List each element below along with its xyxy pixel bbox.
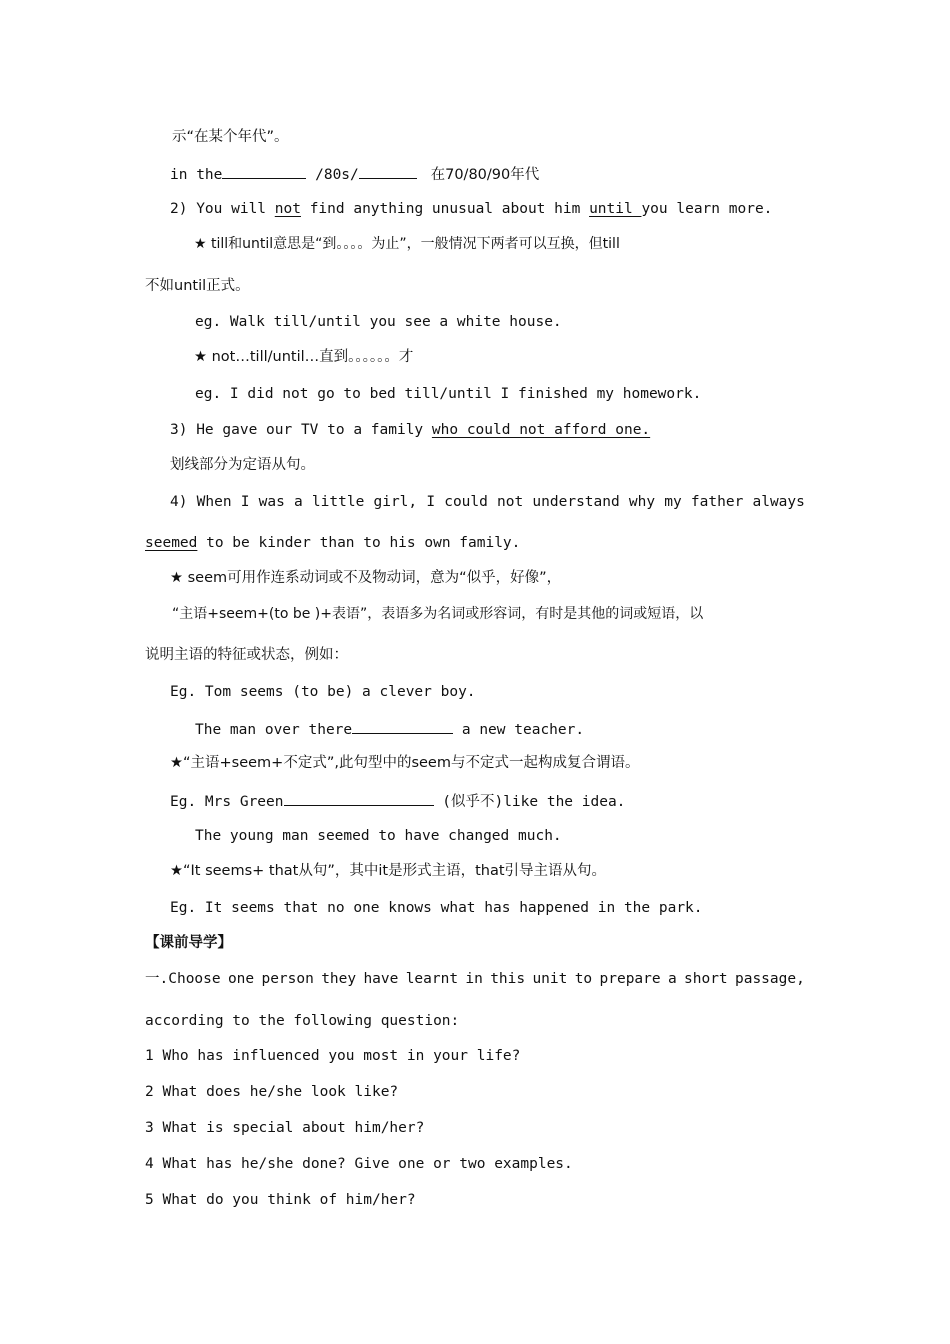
underlined-text: who could not afford one. (431, 422, 651, 438)
text-segment: /80s/ (306, 167, 359, 183)
question-item: 4 What has he/she done? Give one or two examples. (145, 1156, 573, 1172)
word: have (363, 971, 399, 987)
underlined-text: not (274, 201, 301, 217)
word: not (497, 494, 524, 510)
note-it-seems: ★“It seems+ that从句”，其中it是形式主语，that引导主语从句。 (170, 863, 607, 879)
word: learnt (405, 971, 459, 987)
fill-blank (222, 166, 306, 179)
fill-blank (284, 793, 434, 806)
word: When (196, 494, 232, 510)
word: in (465, 971, 483, 987)
example-line (170, 793, 625, 810)
word: 4) (170, 494, 188, 510)
note-seem: ★ seem可用作连系动词或不及物动词，意为“似乎，好像”， (170, 570, 562, 586)
text-segment: The man over there (195, 722, 353, 738)
word: father (690, 494, 744, 510)
word: I (426, 494, 436, 510)
text-line: “主语+seem+(to be )+表语”，表语多为名词或形容词，有时是其他的词或短语，以 (172, 606, 704, 622)
text-segment: (似乎不)like the idea. (433, 794, 626, 810)
text-segment: to be kinder than to his own family. (197, 535, 521, 551)
note-seem-infinitive: ★“主语+seem+不定式”,此句型中的seem与不定式一起构成复合谓语。 (170, 755, 640, 771)
text-segment: 3) He gave our TV to a family (170, 422, 432, 438)
question-item: 5 What do you think of him/her? (145, 1192, 416, 1208)
word: this (490, 971, 526, 987)
word: understand (532, 494, 620, 510)
text-segment: 2) You will (170, 201, 275, 217)
word: girl, (373, 494, 418, 510)
text-line (145, 536, 520, 551)
word: unit (532, 971, 568, 987)
example-sentence-4 (170, 495, 805, 510)
example-sentence-2 (170, 202, 772, 217)
example-line: Eg. It seems that no one knows what has happened in the park. (170, 900, 703, 916)
text-line-decades (170, 166, 539, 183)
text-segment: in the (170, 167, 223, 183)
text-segment: find anything unusual about him (300, 201, 590, 217)
text-line: 说明主语的特征或状态，例如： (145, 647, 348, 663)
word: was (258, 494, 285, 510)
text-line: 不如until正式。 (145, 278, 250, 294)
example-sentence-3 (170, 423, 650, 438)
fill-blank (359, 166, 417, 179)
word: passage, (734, 971, 805, 987)
text-segment: Eg. Mrs Green (170, 794, 284, 810)
word: a (294, 494, 303, 510)
word: short (684, 971, 728, 987)
question-item: 1 Who has influenced you most in your life? (145, 1048, 521, 1064)
example-line: Eg. Tom seems (to be) a clever boy. (170, 684, 476, 700)
word: could (444, 494, 488, 510)
word: 一.Choose (145, 971, 221, 987)
word: always (752, 494, 805, 510)
text-line: 示“在某个年代”。 (172, 129, 289, 145)
word: a (667, 971, 677, 987)
text-segment: 在70/80/90年代 (416, 167, 540, 183)
word: why (628, 494, 656, 510)
example-line: The young man seemed to have changed much. (195, 828, 562, 844)
question-item: 3 What is special about him/her? (145, 1120, 425, 1136)
word: I (240, 494, 250, 510)
word: one (227, 971, 255, 987)
task-instruction (145, 972, 805, 987)
word: little (311, 494, 365, 510)
example-line: eg. I did not go to bed till/until I finished my homework. (195, 386, 702, 402)
word: my (664, 494, 682, 510)
word: they (321, 971, 357, 987)
example-line: eg. Walk till/until you see a white house. (195, 314, 562, 330)
text-segment: a new teacher. (453, 722, 585, 738)
word: prepare (599, 971, 661, 987)
example-line (195, 721, 584, 738)
note-till-until: ★ till和until意思是“到。。。。为止”，一般情况下两者可以互换，但till (194, 236, 620, 252)
underlined-text: seemed (145, 535, 198, 551)
fill-blank (352, 721, 453, 734)
text-line: according to the following question: (145, 1013, 460, 1029)
word: person (261, 971, 314, 987)
section-heading: 【课前导学】 (145, 935, 232, 951)
text-line: 划线部分为定语从句。 (170, 457, 315, 473)
note-not-till: ★ not…till/until…直到。。。。。。才 (194, 349, 414, 365)
question-item: 2 What does he/she look like? (145, 1084, 399, 1100)
text-segment: you learn more. (641, 201, 773, 217)
underlined-text: until (589, 201, 642, 217)
word: to (574, 971, 593, 987)
